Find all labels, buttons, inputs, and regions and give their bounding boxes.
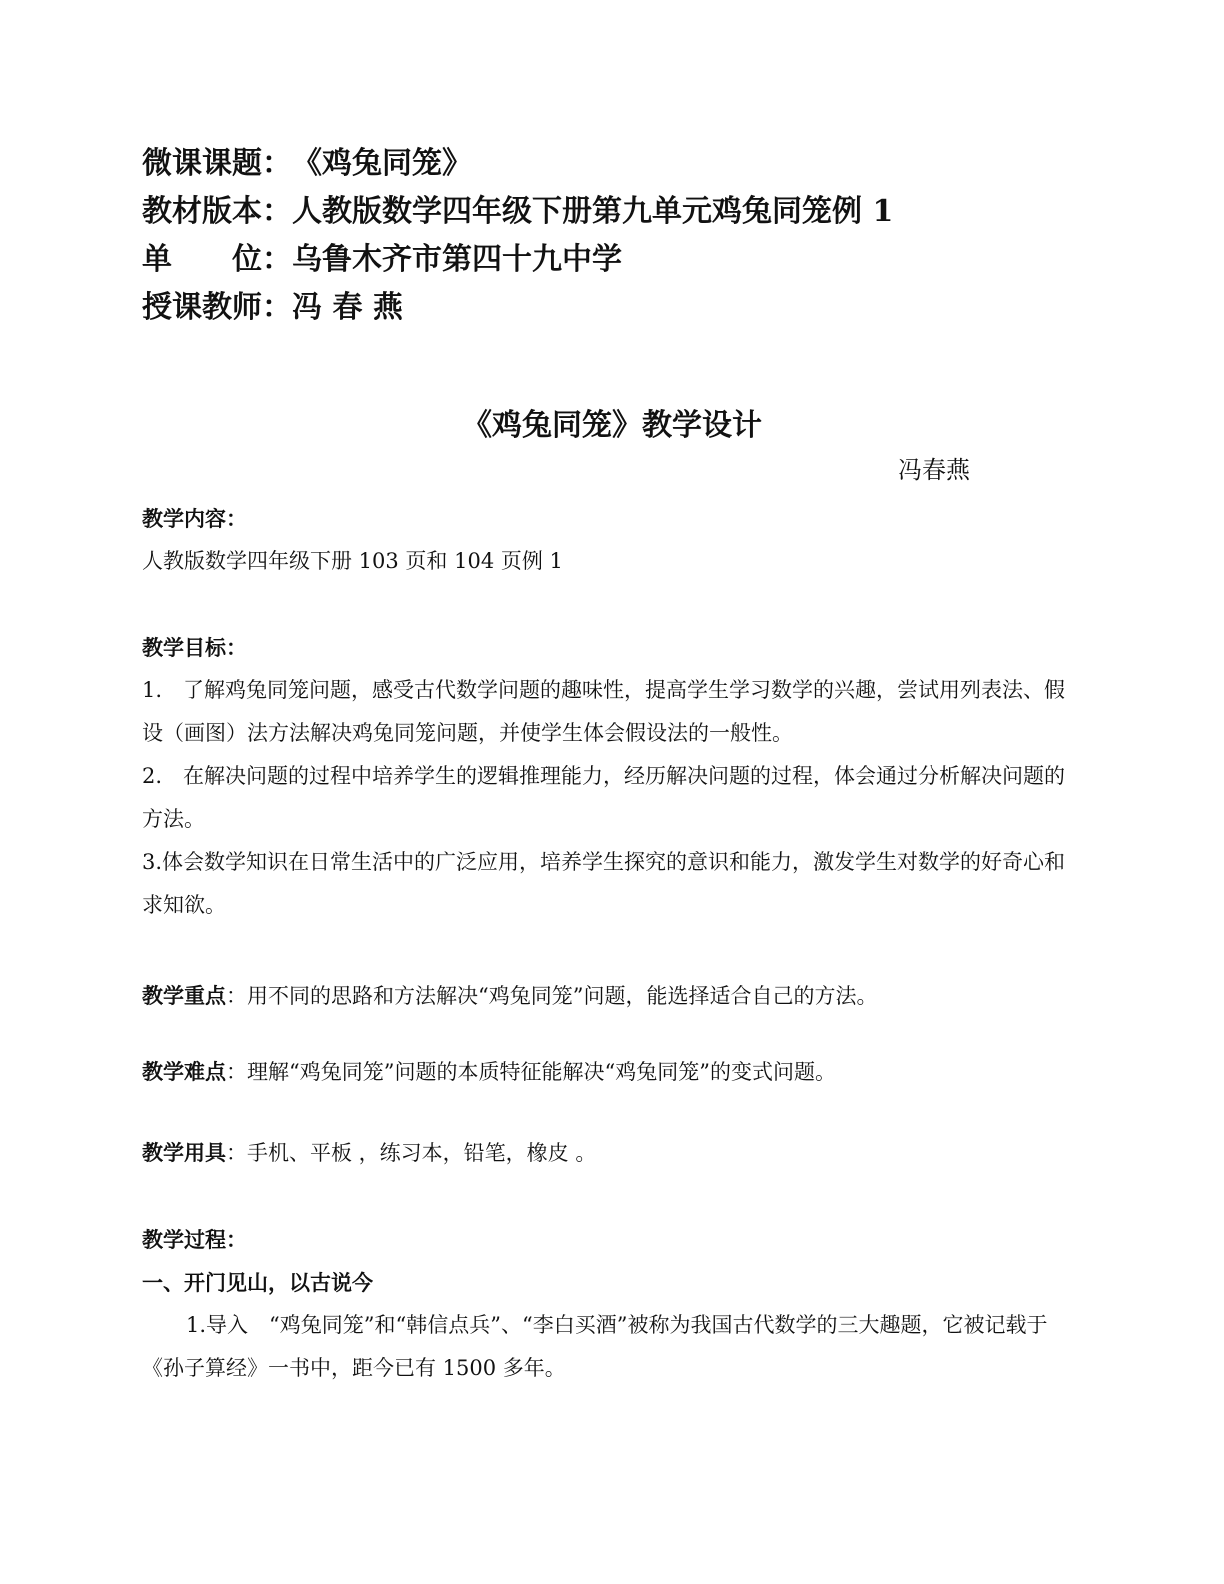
header-textbook-line [142, 188, 1102, 236]
document-title: 《鸡兔同笼》教学设计 [462, 408, 762, 443]
teaching-process-heading: 教学过程： [142, 1227, 247, 1252]
header-unit-value: 乌鲁木齐市第四十九中学 [292, 242, 622, 277]
teaching-difficulty [142, 1050, 1072, 1094]
header-unit-line [142, 236, 1102, 284]
process-step1-text: 1.导入 “鸡兔同笼”和“韩信点兵”、“李白买酒”被称为我国古代数学的三大趣题，它被记载于《孙子算经》一书中，距今已有 1500 多年。 [142, 1313, 1048, 1380]
teaching-process-section [142, 1218, 1072, 1390]
header-textbook-label: 教材版本： [142, 194, 292, 229]
header-topic-label: 微课课题： [142, 146, 292, 181]
teaching-content-section [142, 497, 1072, 583]
header-teacher-line [142, 284, 1102, 332]
header-topic-line [142, 140, 1102, 188]
teaching-goal-item-1: 1. 了解鸡兔同笼问题，感受古代数学问题的趣味性，提高学生学习数学的兴趣，尝试用列表法、假设（画图）法方法解决鸡兔同笼问题，并使学生体会假设法的一般性。 [142, 678, 1066, 745]
teaching-tools [142, 1131, 1072, 1175]
teaching-goal-item-3: 3.体会数学知识在日常生活中的广泛应用，培养学生探究的意识和能力，激发学生对数学的好奇心和求知欲。 [142, 850, 1066, 917]
teaching-goals-section [142, 626, 1072, 927]
teaching-key-heading: 教学重点 [142, 983, 226, 1008]
header-textbook-value: 人教版数学四年级下册第九单元鸡兔同笼例 1 [292, 194, 894, 229]
teaching-goal-item-2: 2. 在解决问题的过程中培养学生的逻辑推理能力，经历解决问题的过程，体会通过分析解决问题的方法。 [142, 764, 1066, 831]
process-step1-heading: 一、开门见山，以古说今 [142, 1270, 373, 1295]
teaching-tools-heading: 教学用具 [142, 1140, 226, 1165]
teaching-goals-heading: 教学目标： [142, 635, 247, 660]
document-author: 冯春燕 [898, 456, 970, 484]
teaching-key-point [142, 974, 1072, 1018]
teaching-content-text: 人教版数学四年级下册 103 页和 104 页例 1 [142, 549, 563, 573]
header-unit-label: 单 位： [142, 242, 292, 277]
teaching-content-heading: 教学内容： [142, 506, 247, 531]
header-teacher-value: 冯 春 燕 [292, 290, 403, 325]
teaching-key-text: ：用不同的思路和方法解决“鸡兔同笼”问题，能选择适合自己的方法。 [226, 984, 878, 1008]
teaching-difficulty-heading: 教学难点 [142, 1059, 226, 1084]
header-teacher-label: 授课教师： [142, 290, 292, 325]
header-topic-value: 《鸡兔同笼》 [292, 146, 472, 181]
teaching-difficulty-text: ：理解“鸡兔同笼”问题的本质特征能解决“鸡兔同笼”的变式问题。 [226, 1060, 836, 1084]
teaching-tools-text: ：手机、平板 ，练习本，铅笔，橡皮 。 [226, 1141, 597, 1165]
cover-header [142, 140, 1102, 332]
